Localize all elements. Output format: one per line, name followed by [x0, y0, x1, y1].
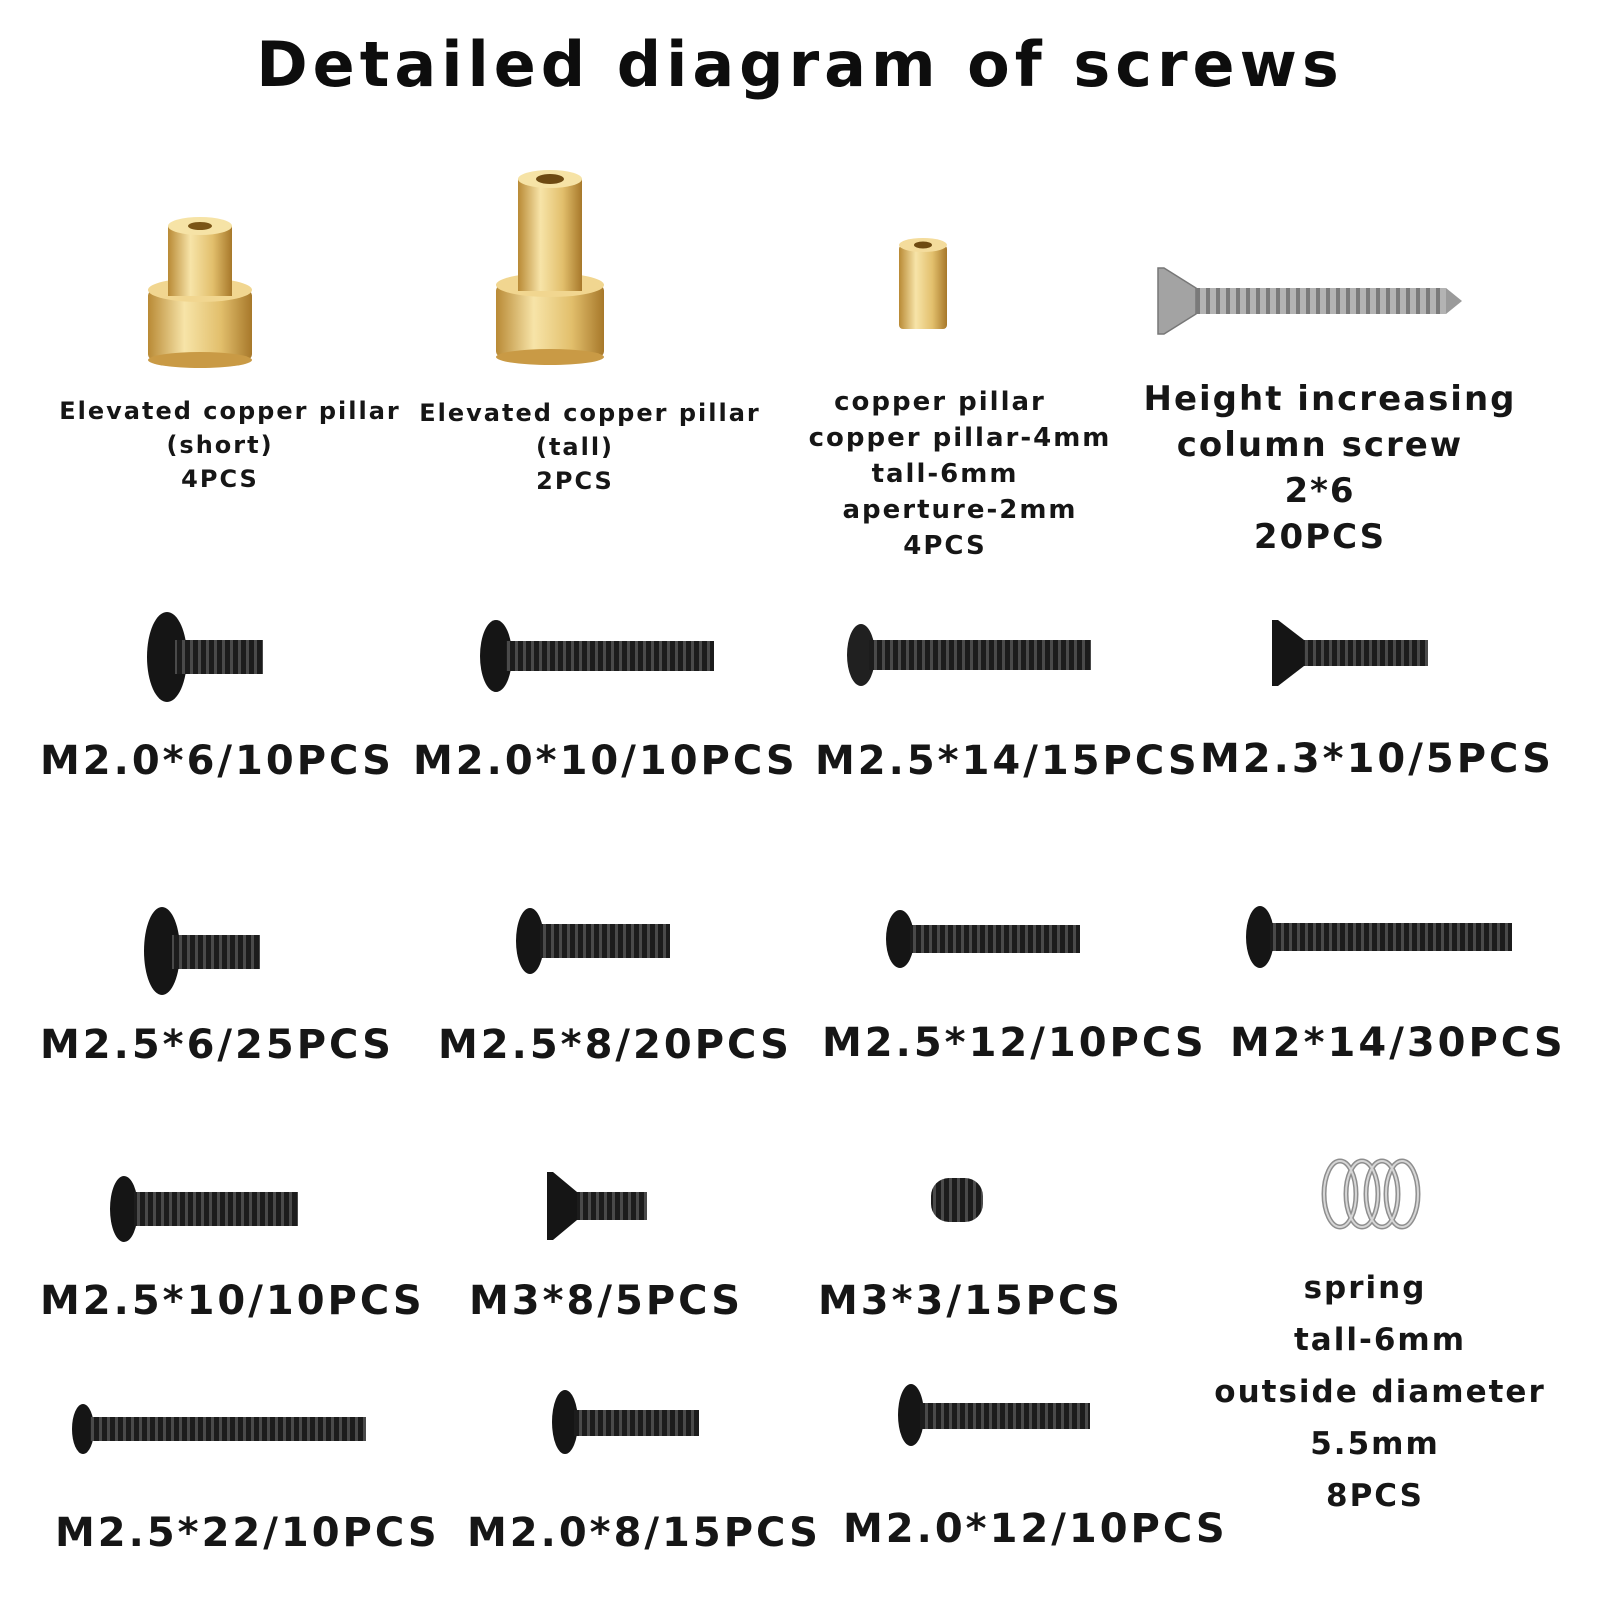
tall-copper-pillar-image — [490, 165, 610, 370]
size-label-m2-6: M2.0*6/10PCS — [40, 738, 394, 784]
label-line: 20PCS — [1253, 517, 1387, 557]
label-line: tall-6mm — [871, 459, 1019, 489]
size-label-m2-5-8: M2.5*8/20PCS — [438, 1022, 792, 1068]
spring-image — [1318, 1156, 1423, 1232]
label-line: Height increasing — [1143, 379, 1517, 419]
label-line: aperture-2mm — [842, 495, 1078, 525]
column-screw-label — [1140, 376, 1520, 560]
small-copper-pillar-image — [893, 235, 953, 335]
screw-m2-3-10-image — [1268, 618, 1433, 688]
screw-m2-5-10-image — [108, 1174, 303, 1244]
screw-m2-5-14-image — [845, 622, 1095, 688]
label-line: (short) — [166, 431, 274, 459]
size-label-m2-5-6: M2.5*6/25PCS — [40, 1022, 394, 1068]
label-line: (tall) — [535, 433, 615, 461]
label-line: outside diameter — [1214, 1374, 1546, 1410]
size-label-m3-8: M3*8/5PCS — [469, 1278, 744, 1324]
screw-m2-8-image — [550, 1388, 703, 1456]
label-line: 2*6 — [1284, 471, 1356, 511]
label-line: tall-6mm — [1293, 1322, 1467, 1358]
short-pillar-label — [40, 394, 420, 496]
screw-m2-10-image — [478, 618, 718, 694]
short-copper-pillar-image — [140, 210, 260, 370]
tall-pillar-label — [400, 396, 780, 498]
label-line: 8PCS — [1326, 1478, 1424, 1514]
spring-label — [1200, 1262, 1560, 1522]
size-label-m3-3: M3*3/15PCS — [818, 1278, 1123, 1324]
steel-column-screw-image — [1150, 262, 1470, 342]
size-label-m2-14: M2*14/30PCS — [1230, 1020, 1566, 1066]
screw-m2-6-image — [145, 610, 270, 705]
size-label-m2-3-10: M2.3*10/5PCS — [1200, 736, 1554, 782]
label-line: 4PCS — [903, 531, 987, 561]
screw-m2-5-6-image — [142, 905, 264, 997]
size-label-m2-10: M2.0*10/10PCS — [413, 738, 798, 784]
label-line: Elevated copper pillar — [419, 399, 761, 427]
label-line: 4PCS — [181, 465, 259, 493]
size-label-m2-8: M2.0*8/15PCS — [467, 1510, 821, 1556]
set-screw-m3-3-image — [928, 1175, 986, 1225]
label-line: column screw — [1176, 425, 1464, 465]
label-line: 5.5mm — [1310, 1426, 1440, 1462]
screw-m2-14-image — [1244, 904, 1516, 970]
label-line: copper pillar — [834, 387, 1046, 417]
screw-m2-12-image — [896, 1382, 1094, 1448]
label-line: copper pillar-4mm — [808, 423, 1112, 453]
size-label-m2-12: M2.0*12/10PCS — [843, 1506, 1228, 1552]
label-line: spring — [1303, 1270, 1427, 1306]
size-label-m2-5-14: M2.5*14/15PCS — [815, 738, 1200, 784]
screw-m2-5-12-image — [884, 908, 1084, 970]
size-label-m2-5-10: M2.5*10/10PCS — [40, 1278, 425, 1324]
size-label-m2-5-22: M2.5*22/10PCS — [55, 1510, 440, 1556]
size-label-m2-5-12: M2.5*12/10PCS — [822, 1020, 1207, 1066]
label-line: Elevated copper pillar — [59, 397, 401, 425]
copper-pillar-label — [780, 384, 1140, 564]
screw-m2-5-8-image — [514, 906, 674, 976]
page-title: Detailed diagram of screws — [256, 28, 1344, 101]
screw-m3-8-image — [543, 1170, 651, 1242]
screw-m2-5-22-image — [70, 1402, 370, 1456]
label-line: 2PCS — [536, 467, 614, 495]
